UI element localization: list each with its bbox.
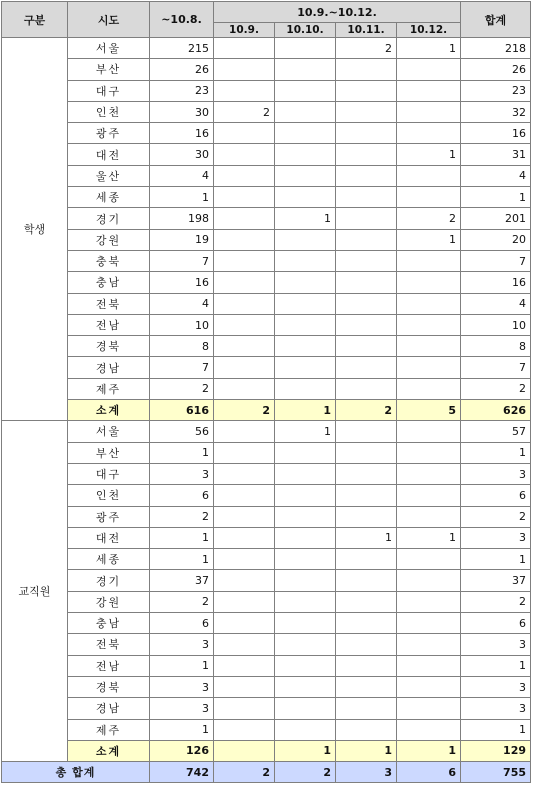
region-cell: 인천 bbox=[68, 485, 150, 506]
region-cell: 경북 bbox=[68, 676, 150, 697]
table-row bbox=[2, 80, 531, 101]
value-cell bbox=[214, 570, 275, 591]
value-cell bbox=[336, 655, 397, 676]
table-row bbox=[2, 314, 531, 335]
value-cell: 7 bbox=[461, 250, 531, 271]
value-cell bbox=[275, 442, 336, 463]
value-cell: 1 bbox=[336, 527, 397, 548]
header-category: 구분 bbox=[2, 2, 68, 38]
value-cell: 8 bbox=[461, 336, 531, 357]
value-cell: 30 bbox=[150, 144, 214, 165]
value-cell bbox=[214, 38, 275, 59]
value-cell bbox=[397, 357, 461, 378]
value-cell bbox=[275, 570, 336, 591]
table-row bbox=[2, 591, 531, 612]
value-cell: 6 bbox=[150, 485, 214, 506]
value-cell: 1 bbox=[397, 527, 461, 548]
value-cell: 6 bbox=[461, 485, 531, 506]
value-cell bbox=[336, 187, 397, 208]
value-cell bbox=[275, 80, 336, 101]
value-cell: 3 bbox=[461, 634, 531, 655]
value-cell bbox=[397, 80, 461, 101]
table-row bbox=[2, 187, 531, 208]
value-cell bbox=[397, 463, 461, 484]
value-cell: 1 bbox=[461, 549, 531, 570]
region-cell: 강원 bbox=[68, 229, 150, 250]
region-cell: 경기 bbox=[68, 208, 150, 229]
value-cell bbox=[336, 676, 397, 697]
value-cell: 201 bbox=[461, 208, 531, 229]
value-cell: 1 bbox=[150, 655, 214, 676]
value-cell bbox=[214, 485, 275, 506]
value-cell bbox=[397, 187, 461, 208]
table-row bbox=[2, 165, 531, 186]
value-cell bbox=[336, 336, 397, 357]
subtotal-value: 2 bbox=[336, 400, 397, 421]
header-sub-period: 10.12. bbox=[397, 23, 461, 38]
value-cell bbox=[336, 698, 397, 719]
value-cell: 26 bbox=[461, 59, 531, 80]
value-cell: 3 bbox=[461, 698, 531, 719]
region-cell: 전북 bbox=[68, 293, 150, 314]
value-cell bbox=[275, 144, 336, 165]
value-cell bbox=[397, 59, 461, 80]
value-cell bbox=[275, 591, 336, 612]
value-cell bbox=[275, 613, 336, 634]
value-cell: 20 bbox=[461, 229, 531, 250]
value-cell bbox=[214, 250, 275, 271]
value-cell: 2 bbox=[461, 378, 531, 399]
value-cell bbox=[214, 698, 275, 719]
subtotal-value: 626 bbox=[461, 400, 531, 421]
value-cell bbox=[214, 442, 275, 463]
value-cell bbox=[275, 698, 336, 719]
table-body bbox=[2, 38, 531, 783]
value-cell: 3 bbox=[461, 527, 531, 548]
value-cell bbox=[214, 293, 275, 314]
value-cell: 1 bbox=[275, 421, 336, 442]
grand-total-row bbox=[2, 762, 531, 783]
value-cell: 1 bbox=[461, 655, 531, 676]
value-cell: 2 bbox=[397, 208, 461, 229]
region-cell: 부산 bbox=[68, 442, 150, 463]
value-cell: 2 bbox=[461, 506, 531, 527]
value-cell bbox=[214, 421, 275, 442]
region-cell: 인천 bbox=[68, 101, 150, 122]
table-row bbox=[2, 272, 531, 293]
value-cell bbox=[214, 80, 275, 101]
value-cell bbox=[214, 272, 275, 293]
value-cell: 10 bbox=[150, 314, 214, 335]
value-cell bbox=[336, 421, 397, 442]
region-cell: 서울 bbox=[68, 38, 150, 59]
value-cell bbox=[214, 336, 275, 357]
value-cell bbox=[275, 187, 336, 208]
table-row bbox=[2, 485, 531, 506]
value-cell bbox=[397, 336, 461, 357]
grand-total-value: 2 bbox=[214, 762, 275, 783]
table-row bbox=[2, 38, 531, 59]
value-cell: 37 bbox=[150, 570, 214, 591]
value-cell bbox=[397, 165, 461, 186]
header-sub-period: 10.10. bbox=[275, 23, 336, 38]
subtotal-value: 1 bbox=[397, 740, 461, 761]
region-cell: 대전 bbox=[68, 144, 150, 165]
value-cell: 2 bbox=[150, 378, 214, 399]
value-cell: 6 bbox=[461, 613, 531, 634]
subtotal-label: 소계 bbox=[68, 400, 150, 421]
value-cell bbox=[275, 336, 336, 357]
table-row bbox=[2, 506, 531, 527]
table-row bbox=[2, 357, 531, 378]
value-cell bbox=[275, 549, 336, 570]
value-cell: 4 bbox=[461, 293, 531, 314]
value-cell bbox=[214, 655, 275, 676]
region-cell: 충남 bbox=[68, 613, 150, 634]
value-cell: 3 bbox=[461, 463, 531, 484]
value-cell bbox=[336, 570, 397, 591]
value-cell: 16 bbox=[461, 272, 531, 293]
table-row bbox=[2, 698, 531, 719]
value-cell bbox=[397, 378, 461, 399]
table-row bbox=[2, 123, 531, 144]
region-cell: 부산 bbox=[68, 59, 150, 80]
value-cell: 19 bbox=[150, 229, 214, 250]
value-cell bbox=[397, 101, 461, 122]
table-row bbox=[2, 442, 531, 463]
value-cell bbox=[397, 549, 461, 570]
subtotal-value: 2 bbox=[214, 400, 275, 421]
value-cell bbox=[275, 165, 336, 186]
grand-total-value: 2 bbox=[275, 762, 336, 783]
value-cell bbox=[214, 591, 275, 612]
value-cell bbox=[397, 719, 461, 740]
value-cell: 2 bbox=[150, 591, 214, 612]
value-cell: 7 bbox=[150, 357, 214, 378]
value-cell: 7 bbox=[461, 357, 531, 378]
region-cell: 경남 bbox=[68, 357, 150, 378]
value-cell bbox=[397, 293, 461, 314]
subtotal-value: 1 bbox=[336, 740, 397, 761]
table-row bbox=[2, 59, 531, 80]
value-cell bbox=[397, 123, 461, 144]
value-cell bbox=[214, 613, 275, 634]
value-cell bbox=[275, 123, 336, 144]
value-cell bbox=[397, 442, 461, 463]
value-cell bbox=[214, 378, 275, 399]
group-label: 교직원 bbox=[2, 421, 68, 762]
table-row bbox=[2, 229, 531, 250]
table-row bbox=[2, 101, 531, 122]
region-cell: 충남 bbox=[68, 272, 150, 293]
value-cell: 1 bbox=[150, 719, 214, 740]
value-cell bbox=[336, 634, 397, 655]
value-cell: 1 bbox=[397, 38, 461, 59]
value-cell bbox=[397, 634, 461, 655]
value-cell bbox=[214, 463, 275, 484]
value-cell bbox=[214, 187, 275, 208]
value-cell: 3 bbox=[461, 676, 531, 697]
value-cell bbox=[336, 59, 397, 80]
value-cell bbox=[275, 485, 336, 506]
value-cell bbox=[214, 208, 275, 229]
value-cell bbox=[214, 314, 275, 335]
value-cell bbox=[397, 421, 461, 442]
region-cell: 세종 bbox=[68, 187, 150, 208]
region-cell: 제주 bbox=[68, 378, 150, 399]
region-cell: 강원 bbox=[68, 591, 150, 612]
table-row bbox=[2, 549, 531, 570]
value-cell: 218 bbox=[461, 38, 531, 59]
table-row bbox=[2, 144, 531, 165]
subtotal-row bbox=[2, 400, 531, 421]
value-cell bbox=[275, 293, 336, 314]
value-cell bbox=[397, 655, 461, 676]
table-row bbox=[2, 719, 531, 740]
value-cell bbox=[397, 506, 461, 527]
value-cell bbox=[336, 719, 397, 740]
table-row bbox=[2, 208, 531, 229]
value-cell bbox=[336, 101, 397, 122]
region-cell: 세종 bbox=[68, 549, 150, 570]
value-cell: 2 bbox=[461, 591, 531, 612]
value-cell bbox=[336, 506, 397, 527]
region-cell: 광주 bbox=[68, 506, 150, 527]
subtotal-value: 129 bbox=[461, 740, 531, 761]
region-cell: 전남 bbox=[68, 314, 150, 335]
table-row bbox=[2, 250, 531, 271]
value-cell: 16 bbox=[461, 123, 531, 144]
value-cell: 1 bbox=[397, 144, 461, 165]
value-cell: 4 bbox=[461, 165, 531, 186]
value-cell: 26 bbox=[150, 59, 214, 80]
table-row bbox=[2, 655, 531, 676]
value-cell bbox=[275, 463, 336, 484]
value-cell: 23 bbox=[461, 80, 531, 101]
value-cell: 1 bbox=[461, 719, 531, 740]
value-cell bbox=[336, 165, 397, 186]
value-cell: 3 bbox=[150, 698, 214, 719]
value-cell: 2 bbox=[214, 101, 275, 122]
table-row bbox=[2, 293, 531, 314]
subtotal-value: 126 bbox=[150, 740, 214, 761]
table-row bbox=[2, 634, 531, 655]
value-cell bbox=[397, 272, 461, 293]
value-cell bbox=[275, 314, 336, 335]
value-cell bbox=[397, 250, 461, 271]
subtotal-label: 소계 bbox=[68, 740, 150, 761]
value-cell bbox=[397, 314, 461, 335]
value-cell: 3 bbox=[150, 463, 214, 484]
header-total: 합계 bbox=[461, 2, 531, 38]
value-cell: 2 bbox=[150, 506, 214, 527]
value-cell: 4 bbox=[150, 165, 214, 186]
value-cell bbox=[214, 527, 275, 548]
value-cell bbox=[336, 123, 397, 144]
subtotal-value: 616 bbox=[150, 400, 214, 421]
value-cell bbox=[336, 208, 397, 229]
value-cell bbox=[275, 378, 336, 399]
value-cell bbox=[214, 123, 275, 144]
table-row bbox=[2, 570, 531, 591]
value-cell bbox=[397, 698, 461, 719]
value-cell bbox=[275, 272, 336, 293]
region-cell: 제주 bbox=[68, 719, 150, 740]
value-cell bbox=[336, 314, 397, 335]
value-cell: 3 bbox=[150, 634, 214, 655]
value-cell bbox=[397, 613, 461, 634]
value-cell: 1 bbox=[461, 442, 531, 463]
grand-total-value: 6 bbox=[397, 762, 461, 783]
value-cell: 7 bbox=[150, 250, 214, 271]
value-cell: 8 bbox=[150, 336, 214, 357]
value-cell: 30 bbox=[150, 101, 214, 122]
table-header bbox=[2, 2, 531, 38]
value-cell bbox=[214, 165, 275, 186]
value-cell bbox=[275, 38, 336, 59]
value-cell: 16 bbox=[150, 123, 214, 144]
value-cell bbox=[214, 59, 275, 80]
value-cell: 10 bbox=[461, 314, 531, 335]
value-cell: 32 bbox=[461, 101, 531, 122]
grand-total-value: 755 bbox=[461, 762, 531, 783]
value-cell bbox=[275, 250, 336, 271]
value-cell: 1 bbox=[150, 187, 214, 208]
value-cell bbox=[336, 613, 397, 634]
subtotal-value bbox=[214, 740, 275, 761]
value-cell bbox=[336, 591, 397, 612]
value-cell: 198 bbox=[150, 208, 214, 229]
region-cell: 경남 bbox=[68, 698, 150, 719]
subtotal-value: 1 bbox=[275, 740, 336, 761]
value-cell: 1 bbox=[150, 549, 214, 570]
value-cell bbox=[275, 506, 336, 527]
value-cell: 56 bbox=[150, 421, 214, 442]
table-row bbox=[2, 463, 531, 484]
value-cell bbox=[336, 463, 397, 484]
value-cell: 1 bbox=[397, 229, 461, 250]
value-cell bbox=[336, 485, 397, 506]
header-sub-period: 10.11. bbox=[336, 23, 397, 38]
value-cell: 6 bbox=[150, 613, 214, 634]
value-cell bbox=[275, 101, 336, 122]
value-cell bbox=[275, 719, 336, 740]
region-cell: 전남 bbox=[68, 655, 150, 676]
table-row bbox=[2, 421, 531, 442]
value-cell bbox=[336, 378, 397, 399]
table-row bbox=[2, 676, 531, 697]
value-cell: 215 bbox=[150, 38, 214, 59]
header-period-group: 10.9.~10.12. bbox=[214, 2, 461, 23]
value-cell: 2 bbox=[336, 38, 397, 59]
header-period-until-10-8: ~10.8. bbox=[150, 2, 214, 38]
value-cell bbox=[275, 676, 336, 697]
region-cell: 경기 bbox=[68, 570, 150, 591]
value-cell bbox=[275, 357, 336, 378]
value-cell: 1 bbox=[150, 442, 214, 463]
subtotal-value: 5 bbox=[397, 400, 461, 421]
region-cell: 광주 bbox=[68, 123, 150, 144]
value-cell bbox=[275, 229, 336, 250]
region-cell: 서울 bbox=[68, 421, 150, 442]
value-cell bbox=[397, 676, 461, 697]
value-cell bbox=[397, 485, 461, 506]
subtotal-value: 1 bbox=[275, 400, 336, 421]
value-cell: 4 bbox=[150, 293, 214, 314]
value-cell bbox=[275, 527, 336, 548]
region-cell: 경북 bbox=[68, 336, 150, 357]
value-cell: 31 bbox=[461, 144, 531, 165]
value-cell: 3 bbox=[150, 676, 214, 697]
value-cell bbox=[336, 549, 397, 570]
value-cell: 1 bbox=[275, 208, 336, 229]
value-cell bbox=[214, 719, 275, 740]
statistics-table bbox=[1, 1, 531, 783]
table-row bbox=[2, 527, 531, 548]
value-cell: 1 bbox=[461, 187, 531, 208]
value-cell: 57 bbox=[461, 421, 531, 442]
subtotal-row bbox=[2, 740, 531, 761]
value-cell bbox=[214, 549, 275, 570]
value-cell bbox=[214, 357, 275, 378]
value-cell bbox=[336, 80, 397, 101]
value-cell bbox=[214, 506, 275, 527]
value-cell bbox=[275, 59, 336, 80]
region-cell: 울산 bbox=[68, 165, 150, 186]
value-cell bbox=[336, 272, 397, 293]
region-cell: 대구 bbox=[68, 80, 150, 101]
value-cell bbox=[214, 634, 275, 655]
table-row bbox=[2, 336, 531, 357]
value-cell bbox=[275, 655, 336, 676]
grand-total-label: 총 합계 bbox=[2, 762, 150, 783]
grand-total-value: 3 bbox=[336, 762, 397, 783]
region-cell: 전북 bbox=[68, 634, 150, 655]
value-cell bbox=[336, 442, 397, 463]
value-cell bbox=[336, 250, 397, 271]
value-cell: 23 bbox=[150, 80, 214, 101]
value-cell bbox=[336, 144, 397, 165]
value-cell bbox=[214, 229, 275, 250]
value-cell: 16 bbox=[150, 272, 214, 293]
region-cell: 충북 bbox=[68, 250, 150, 271]
grand-total-value: 742 bbox=[150, 762, 214, 783]
header-region: 시도 bbox=[68, 2, 150, 38]
region-cell: 대구 bbox=[68, 463, 150, 484]
value-cell bbox=[397, 570, 461, 591]
value-cell bbox=[214, 676, 275, 697]
header-sub-period: 10.9. bbox=[214, 23, 275, 38]
region-cell: 대전 bbox=[68, 527, 150, 548]
value-cell bbox=[336, 229, 397, 250]
table-row bbox=[2, 378, 531, 399]
value-cell bbox=[275, 634, 336, 655]
value-cell bbox=[336, 357, 397, 378]
group-label: 학생 bbox=[2, 38, 68, 421]
value-cell bbox=[214, 144, 275, 165]
table-row bbox=[2, 613, 531, 634]
value-cell bbox=[336, 293, 397, 314]
value-cell: 1 bbox=[150, 527, 214, 548]
value-cell bbox=[397, 591, 461, 612]
value-cell: 37 bbox=[461, 570, 531, 591]
